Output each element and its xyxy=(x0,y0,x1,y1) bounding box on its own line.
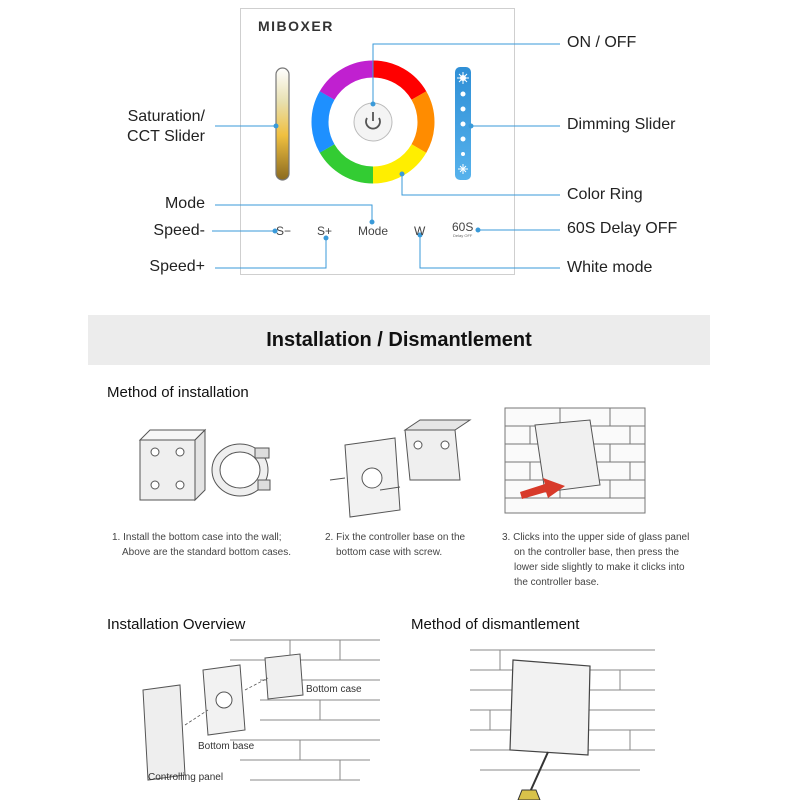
dimming-slider[interactable] xyxy=(455,67,471,180)
dismantle-panel xyxy=(510,660,590,755)
step-2-line-2: bottom case with screw. xyxy=(336,547,443,558)
overview-wall xyxy=(230,640,380,780)
step-3-line-1: 3. Clicks into the upper side of glass panel xyxy=(502,532,690,543)
speed-plus-button[interactable]: S+ xyxy=(317,224,333,238)
saturation-slider[interactable] xyxy=(276,68,289,180)
label-on-off: ON / OFF xyxy=(567,34,637,51)
screwdriver-icon xyxy=(518,752,548,800)
step-2-line-1: 2. Fix the controller base on the xyxy=(325,532,466,543)
label-bottom-base: Bottom base xyxy=(198,741,255,752)
label-saturation-2: CCT Slider xyxy=(127,128,205,145)
mode-button[interactable]: Mode xyxy=(358,224,389,238)
label-delay-off: 60S Delay OFF xyxy=(567,220,678,237)
label-controlling-panel: Controlling panel xyxy=(148,772,224,783)
delay-button[interactable]: 60S xyxy=(452,220,474,234)
label-dimming-slider: Dimming Slider xyxy=(567,116,676,133)
overview-heading: Installation Overview xyxy=(107,616,246,633)
dismantle-heading: Method of dismantlement xyxy=(411,616,580,633)
install-heading: Method of installation xyxy=(107,384,249,401)
label-color-ring: Color Ring xyxy=(567,186,643,203)
step-3-line-4: the controller base. xyxy=(514,577,600,588)
overview-parts xyxy=(143,654,303,780)
bottom-case-illustration xyxy=(140,430,270,500)
power-button[interactable] xyxy=(354,103,392,141)
label-mode: Mode xyxy=(164,195,205,212)
label-white-mode: White mode xyxy=(567,259,653,276)
banner-title: Installation / Dismantlement xyxy=(266,329,532,351)
install-illustrations xyxy=(0,400,800,530)
step-3-line-3: lower side slightly to make it clicks into xyxy=(514,562,685,573)
lower-illustrations xyxy=(0,630,800,800)
label-saturation-1: Saturation/ xyxy=(127,108,205,125)
label-bottom-case: Bottom case xyxy=(306,684,362,695)
panel-graphics xyxy=(0,0,800,300)
speed-minus-button[interactable]: S− xyxy=(276,224,292,238)
controller-base-illustration xyxy=(330,420,470,517)
step-3-line-2: on the controller base, then press the xyxy=(514,547,680,558)
step-1-line-2: Above are the standard bottom cases. xyxy=(122,547,291,558)
label-speed-minus: Speed- xyxy=(153,222,205,239)
white-button[interactable]: W xyxy=(414,224,426,238)
brand-logo: MIBOXER xyxy=(258,18,334,34)
label-speed-plus: Speed+ xyxy=(149,258,205,275)
delay-button-sub: Delay OFF xyxy=(453,233,473,238)
step-1-line-1: 1. Install the bottom case into the wall; xyxy=(112,532,282,543)
